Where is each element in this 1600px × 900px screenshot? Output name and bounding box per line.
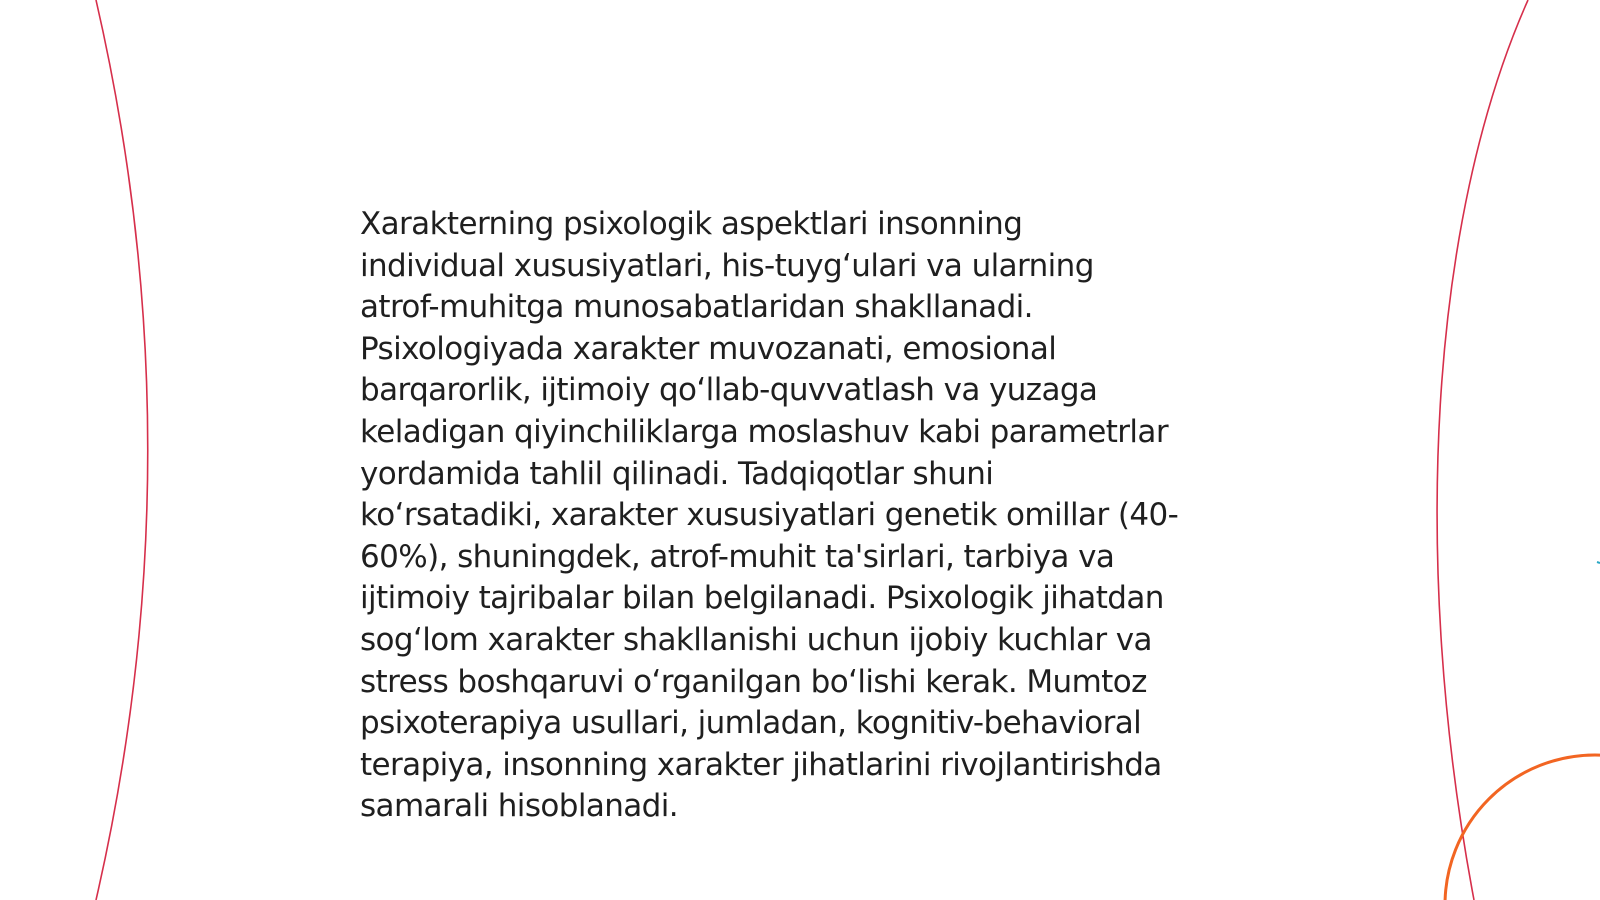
left-arc-line — [96, 0, 148, 900]
body-paragraph: Xarakterning psixologik aspektlari insonning individual xususiyatlari, his-tuyg‘ulari va ularning atrof-muhitga munosabatlaridan shakllanadi. Psixologiyada xarakter muvozanati, emosional barqarorlik, ijtimoiy qo‘llab-quvvatlash va yuzaga keladigan qiyinchiliklarga moslashuv kabi parametrlar yordamida tahlil qilinadi. Tadqiqotlar shuni ko‘rsatadiki, xarakter xususiyatlari genetik omillar (40- 60%), shuningdek, atrof-muhit ta'sirlari, tarbiya va ijtimoiy tajribalar bilan belgilanadi. Psixologik jihatdan sog‘lom xarakter shakllanishi uchun ijobiy kuchlar va stress boshqaruvi o‘rganilgan bo‘lishi kerak. Mumtoz psixoterapiya usullari, jumladan, kognitiv-behavioral terapiya, insonning xarakter jihatlarini rivojlantirishda samarali hisoblanadi. — [360, 206, 1179, 825]
orange-ring — [1445, 755, 1600, 900]
right-arc-line — [1437, 0, 1528, 900]
